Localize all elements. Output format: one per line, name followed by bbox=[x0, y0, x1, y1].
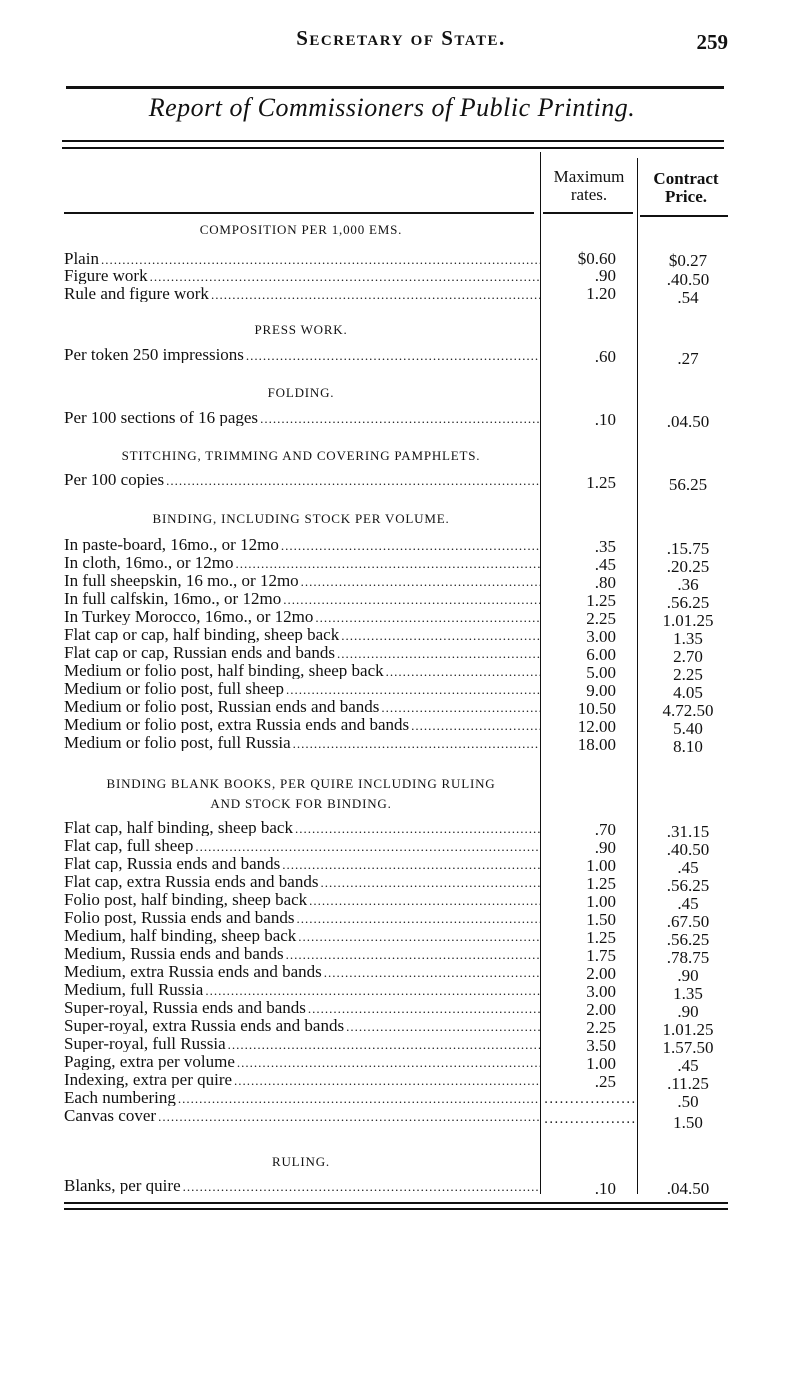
max-rate-value: 1.00 bbox=[586, 1054, 616, 1073]
contract-price-value: 5.40 bbox=[673, 719, 703, 738]
contract-price-value: 1.35 bbox=[673, 629, 703, 648]
row-label: In full sheepskin, 16 mo., or 12mo bbox=[64, 571, 299, 589]
max-rate-value: 1.00 bbox=[586, 856, 616, 875]
section-heading-ruling: RULING. bbox=[272, 1154, 330, 1169]
section-heading-stitching: STITCHING, TRIMMING AND COVERING PAMPHLETS. bbox=[121, 448, 481, 463]
max-rate-value: 3.50 bbox=[586, 1036, 616, 1055]
table-row bbox=[64, 962, 540, 980]
dot-leader bbox=[306, 1001, 540, 1016]
section-heading-line2: AND STOCK FOR BINDING. bbox=[210, 796, 392, 811]
row-label: Plain bbox=[64, 249, 99, 267]
row-label: Rule and figure work bbox=[64, 284, 209, 302]
contract-price-value: 1.35 bbox=[673, 984, 703, 1003]
empty-max-rate-dots bbox=[544, 1092, 636, 1110]
max-rate-value: .60 bbox=[594, 347, 616, 366]
contract-price-value: .56.25 bbox=[666, 876, 710, 895]
row-label: Medium or folio post, full sheep bbox=[64, 679, 285, 697]
max-rate-value: .25 bbox=[594, 1072, 616, 1091]
dot-leader bbox=[296, 929, 540, 944]
table-row bbox=[64, 607, 540, 625]
table-row bbox=[64, 980, 540, 998]
table-row bbox=[64, 1052, 540, 1070]
row-label: Flat cap, full sheep bbox=[64, 836, 194, 854]
dot-leader bbox=[299, 574, 540, 589]
empty-max-rate-dots bbox=[544, 1112, 636, 1130]
contract-price-value: .90 bbox=[677, 1002, 699, 1021]
dot-leader bbox=[209, 287, 540, 302]
dot-leader bbox=[284, 947, 540, 962]
dot-leader bbox=[307, 893, 540, 908]
header-underline-mid bbox=[543, 212, 633, 214]
column-divider-left bbox=[540, 152, 541, 1194]
contract-price-value: .20.25 bbox=[666, 557, 710, 576]
contract-price-value: 1.01.25 bbox=[662, 1020, 714, 1039]
top-rule bbox=[66, 86, 724, 89]
max-rate-value: 10.50 bbox=[577, 699, 616, 718]
table-row bbox=[64, 1106, 540, 1124]
max-rate-value: 3.00 bbox=[586, 982, 616, 1001]
max-rate-value: 1.20 bbox=[586, 284, 616, 303]
row-label: Medium, full Russia bbox=[64, 980, 204, 998]
row-label: Per token 250 impressions bbox=[64, 345, 244, 363]
contract-price-value: .56.25 bbox=[666, 930, 710, 949]
contract-price-value: .40.50 bbox=[666, 840, 710, 859]
contract-price-value: .15.75 bbox=[666, 539, 710, 558]
row-label: Paging, extra per volume bbox=[64, 1052, 235, 1070]
dot-leader bbox=[291, 736, 540, 751]
contract-price-value: .04.50 bbox=[666, 1179, 710, 1198]
table-row bbox=[64, 944, 540, 962]
max-rate-value: 1.25 bbox=[586, 874, 616, 893]
max-rate-value: 12.00 bbox=[577, 717, 616, 736]
dot-leader bbox=[344, 1019, 540, 1034]
bottom-rule-lower bbox=[64, 1208, 728, 1210]
header-underline-right bbox=[640, 215, 728, 217]
max-rate-value: .10 bbox=[594, 410, 616, 429]
row-label: Indexing, extra per quire bbox=[64, 1070, 233, 1088]
contract-price-value: .45 bbox=[677, 858, 699, 877]
dot-leader bbox=[384, 664, 540, 679]
max-rate-value: 1.25 bbox=[586, 473, 616, 492]
row-label: Medium or folio post, full Russia bbox=[64, 733, 291, 751]
contract-price-value: 4.05 bbox=[673, 683, 703, 702]
max-rate-value: 3.00 bbox=[586, 627, 616, 646]
table-row bbox=[64, 926, 540, 944]
max-rate-value: 1.00 bbox=[586, 892, 616, 911]
max-rate-value: .45 bbox=[594, 555, 616, 574]
row-label: Medium, Russia ends and bands bbox=[64, 944, 284, 962]
contract-price-value: $0.27 bbox=[668, 251, 708, 270]
bottom-rule-upper bbox=[64, 1202, 728, 1204]
row-label: In Turkey Morocco, 16mo., or 12mo bbox=[64, 607, 314, 625]
max-rate-value: .70 bbox=[594, 820, 616, 839]
contract-price-value: .90 bbox=[677, 966, 699, 985]
dot-leader bbox=[293, 821, 540, 836]
table-row bbox=[64, 249, 540, 267]
row-label: Flat cap, half binding, sheep back bbox=[64, 818, 293, 836]
table-row bbox=[64, 818, 540, 836]
dot-leader bbox=[156, 1109, 540, 1124]
table-row bbox=[64, 1016, 540, 1034]
dot-leader bbox=[409, 718, 540, 733]
table-row bbox=[64, 345, 540, 363]
dot-leader bbox=[258, 411, 540, 426]
row-label: Medium, extra Russia ends and bands bbox=[64, 962, 322, 980]
max-rate-value: .10 bbox=[594, 1179, 616, 1198]
section-heading-folding: FOLDING. bbox=[267, 385, 335, 400]
row-label: Canvas cover bbox=[64, 1106, 157, 1124]
max-rate-value: 1.75 bbox=[586, 946, 616, 965]
max-rate-value: .90 bbox=[594, 838, 616, 857]
dot-leader bbox=[148, 269, 540, 284]
contract-price-value: .54 bbox=[677, 288, 699, 307]
table-row bbox=[64, 1034, 540, 1052]
dot-leader bbox=[226, 1037, 540, 1052]
table-row bbox=[64, 1088, 540, 1106]
max-rate-value: 9.00 bbox=[586, 681, 616, 700]
section-heading-binding: BINDING, INCLUDING STOCK PER VOLUME. bbox=[152, 511, 450, 526]
dot-leader bbox=[279, 538, 540, 553]
contract-price-value: 8.10 bbox=[673, 737, 703, 756]
dot-leader bbox=[234, 556, 540, 571]
dot-leader bbox=[313, 610, 540, 625]
row-label: Flat cap or cap, Russian ends and bands bbox=[64, 643, 335, 661]
row-label: Medium or folio post, extra Russia ends and bands bbox=[64, 715, 410, 733]
dot-leader bbox=[294, 911, 540, 926]
column-divider-right bbox=[637, 158, 638, 1194]
row-label: Medium or folio post, Russian ends and bands bbox=[64, 697, 380, 715]
max-rates-header-line2: rates. bbox=[570, 185, 608, 204]
table-row bbox=[64, 697, 540, 715]
table-row bbox=[64, 571, 540, 589]
row-label: Super-royal, full Russia bbox=[64, 1034, 226, 1052]
row-label: Medium or folio post, half binding, sheep back bbox=[64, 661, 384, 679]
row-label: Folio post, half binding, sheep back bbox=[64, 890, 308, 908]
dot-leader bbox=[284, 682, 540, 697]
contract-price-header-line1: Contract bbox=[653, 169, 719, 188]
page-number: 259 bbox=[696, 30, 728, 54]
page-header-title: Secretary of State. bbox=[296, 26, 506, 50]
table-row bbox=[64, 589, 540, 607]
max-rate-value: 18.00 bbox=[577, 735, 616, 754]
contract-price-value: .67.50 bbox=[666, 912, 710, 931]
row-label: In full calfskin, 16mo., or 12mo bbox=[64, 589, 282, 607]
max-rate-value: 5.00 bbox=[586, 663, 616, 682]
contract-price-value: 1.57.50 bbox=[662, 1038, 714, 1057]
table-row bbox=[64, 733, 540, 751]
report-subtitle: Report of Commissioners of Public Printing. bbox=[148, 93, 636, 122]
contract-price-value: .04.50 bbox=[666, 412, 710, 431]
max-rates-header bbox=[541, 168, 637, 204]
max-rate-value: .80 bbox=[594, 573, 616, 592]
contract-price-value: 1.50 bbox=[673, 1113, 703, 1132]
table-row bbox=[64, 679, 540, 697]
contract-price-value: .45 bbox=[677, 894, 699, 913]
contract-price-value: .36 bbox=[677, 575, 699, 594]
row-label: Each numbering bbox=[64, 1088, 176, 1106]
contract-price-value: .45 bbox=[677, 1056, 699, 1075]
table-row bbox=[64, 715, 540, 733]
max-rate-value: 2.25 bbox=[586, 609, 616, 628]
max-rate-value: $0.60 bbox=[577, 249, 616, 268]
dot-leader bbox=[193, 839, 540, 854]
max-rate-value: 2.00 bbox=[586, 1000, 616, 1019]
dot-leader bbox=[232, 1073, 540, 1088]
dot-leader bbox=[164, 473, 540, 488]
dot-leader bbox=[379, 700, 540, 715]
contract-price-value: 2.25 bbox=[673, 665, 703, 684]
table-row bbox=[64, 890, 540, 908]
dot-leader bbox=[281, 592, 540, 607]
table-row bbox=[64, 470, 540, 488]
table-row bbox=[64, 836, 540, 854]
contract-price-value: 56.25 bbox=[668, 475, 708, 494]
table-row bbox=[64, 908, 540, 926]
dot-leader bbox=[244, 348, 540, 363]
table-row bbox=[64, 998, 540, 1016]
max-rate-value: 1.25 bbox=[586, 928, 616, 947]
row-label: Folio post, Russia ends and bands bbox=[64, 908, 295, 926]
table-row bbox=[64, 1176, 540, 1194]
table-row bbox=[64, 535, 540, 553]
max-rate-value: .90 bbox=[594, 266, 616, 285]
contract-price-header bbox=[638, 170, 734, 206]
header-underline-left bbox=[64, 212, 534, 214]
dot-leader bbox=[335, 646, 540, 661]
section-heading-blank-books bbox=[62, 774, 540, 814]
max-rate-value: 2.00 bbox=[586, 964, 616, 983]
table-row bbox=[64, 553, 540, 571]
max-rate-value: .35 bbox=[594, 537, 616, 556]
contract-price-value: .40.50 bbox=[666, 270, 710, 289]
dot-leader bbox=[280, 857, 540, 872]
table-row bbox=[64, 266, 540, 284]
dot-leader bbox=[176, 1091, 540, 1106]
max-rate-value: 2.25 bbox=[586, 1018, 616, 1037]
contract-price-value: .78.75 bbox=[666, 948, 710, 967]
contract-price-value: .27 bbox=[677, 349, 699, 368]
dot-leader bbox=[203, 983, 540, 998]
max-rate-value: 6.00 bbox=[586, 645, 616, 664]
table-row bbox=[64, 643, 540, 661]
row-label: Blanks, per quire bbox=[64, 1176, 181, 1194]
section-heading-press-work: PRESS WORK. bbox=[254, 322, 348, 337]
table-row bbox=[64, 625, 540, 643]
table-row bbox=[64, 284, 540, 302]
row-label: Flat cap or cap, half binding, sheep back bbox=[64, 625, 340, 643]
max-rate-value: 1.25 bbox=[586, 591, 616, 610]
max-rate-value: 1.50 bbox=[586, 910, 616, 929]
row-label: Super-royal, extra Russia ends and bands bbox=[64, 1016, 345, 1034]
dot-leader bbox=[235, 1055, 540, 1070]
row-label: In cloth, 16mo., or 12mo bbox=[64, 553, 234, 571]
row-label: Medium, half binding, sheep back bbox=[64, 926, 297, 944]
table-row bbox=[64, 408, 540, 426]
row-label: Flat cap, extra Russia ends and bands bbox=[64, 872, 319, 890]
dot-leader bbox=[339, 628, 540, 643]
contract-price-value: .31.15 bbox=[666, 822, 710, 841]
table-row bbox=[64, 1070, 540, 1088]
subtitle-rule-upper bbox=[62, 140, 724, 142]
contract-price-value: .56.25 bbox=[666, 593, 710, 612]
contract-price-value: 2.70 bbox=[673, 647, 703, 666]
row-label: Per 100 sections of 16 pages bbox=[64, 408, 259, 426]
row-label: Per 100 copies bbox=[64, 470, 165, 488]
section-heading-composition: COMPOSITION PER 1,000 EMS. bbox=[199, 222, 403, 237]
max-rates-header-line1: Maximum bbox=[553, 167, 625, 186]
row-label: Super-royal, Russia ends and bands bbox=[64, 998, 306, 1016]
contract-price-header-line2: Price. bbox=[665, 187, 707, 206]
dot-leader bbox=[99, 252, 540, 267]
dot-leader bbox=[322, 965, 540, 980]
subtitle-rule-lower bbox=[62, 147, 724, 149]
section-heading-line1: BINDING BLANK BOOKS, PER QUIRE INCLUDING RULING bbox=[106, 776, 496, 791]
contract-price-value: 1.01.25 bbox=[662, 611, 714, 630]
row-label: Figure work bbox=[64, 266, 148, 284]
dot-leader bbox=[181, 1179, 540, 1194]
contract-price-value: 4.72.50 bbox=[662, 701, 714, 720]
table-row bbox=[64, 661, 540, 679]
row-label: Flat cap, Russia ends and bands bbox=[64, 854, 281, 872]
table-row bbox=[64, 854, 540, 872]
table-row bbox=[64, 872, 540, 890]
dot-leader bbox=[318, 875, 540, 890]
row-label: In paste-board, 16mo., or 12mo bbox=[64, 535, 279, 553]
contract-price-value: .11.25 bbox=[667, 1074, 709, 1093]
contract-price-value: .50 bbox=[677, 1092, 699, 1111]
